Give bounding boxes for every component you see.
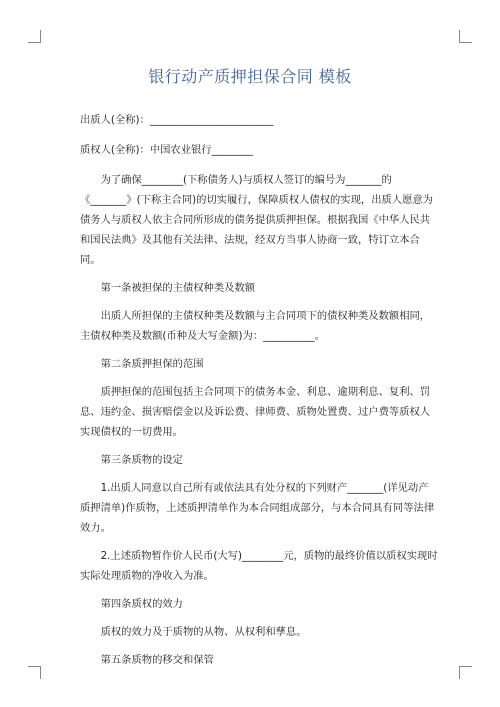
article-2-heading: 第二条质押担保的范围 <box>100 358 204 370</box>
page-corner-mark <box>28 30 41 43</box>
article-3-heading: 第三条质物的设定 <box>100 454 183 466</box>
article-1-heading: 第一条被担保的主债权种类及数额 <box>100 282 256 294</box>
page-corner-mark <box>28 666 41 679</box>
page-corner-mark <box>459 30 472 43</box>
article-2-body: 质押担保的范围包括主合同项下的债务本金、利息、逾期利息、复利、罚息、违约金、损害赔偿金以及诉讼费、律师费、质物处置费、过户费等质权人实现债权的一切费用。 <box>80 386 431 438</box>
pledgor-field: 出质人(全称)：________________________ <box>80 114 274 126</box>
article-5-heading: 第五条质物的移交和保管 <box>100 654 214 666</box>
article-3-item-2: 2.上述质物暂作价人民币(大写)________元，质物的最终价值以质权实现时实际处理质物的净收入为准。 <box>80 550 438 582</box>
article-1-body: 出质人所担保的主债权种类及数额与主合同项下的债权种类及数额相同，主债权种类及数额(币种及大写金额)为：__________。 <box>80 310 431 342</box>
pledgee-field: 质权人(全称)：中国农业银行________ <box>80 144 253 156</box>
document-title: 银行动产质押担保合同 模板 <box>148 67 352 86</box>
article-4-body: 质权的效力及于质物的从物、从权利和孳息。 <box>100 626 307 638</box>
page-corner-mark <box>459 666 472 679</box>
document-body <box>80 110 438 670</box>
article-3-item-1: 1.出质人同意以自己所有或依法具有处分权的下列财产_______(详见动产质押清单)作质物，上述质押清单作为本合同组成部分，与本合同具有同等法律效力。 <box>80 482 435 534</box>
intro-paragraph: 为了确保________(下称债务人)与质权人签订的编号为_______的《_______》(下称主合同)的切实履行，保障质权人债权的实现，出质人愿意为债务人与质权人依主合同所形成的债务提供质押担保。根据我国《中华人民共和国民法典》及其他有关法律、法规，经双方当事人协商一致，特订立本合同。 <box>80 174 433 266</box>
article-4-heading: 第四条质权的效力 <box>100 598 183 610</box>
